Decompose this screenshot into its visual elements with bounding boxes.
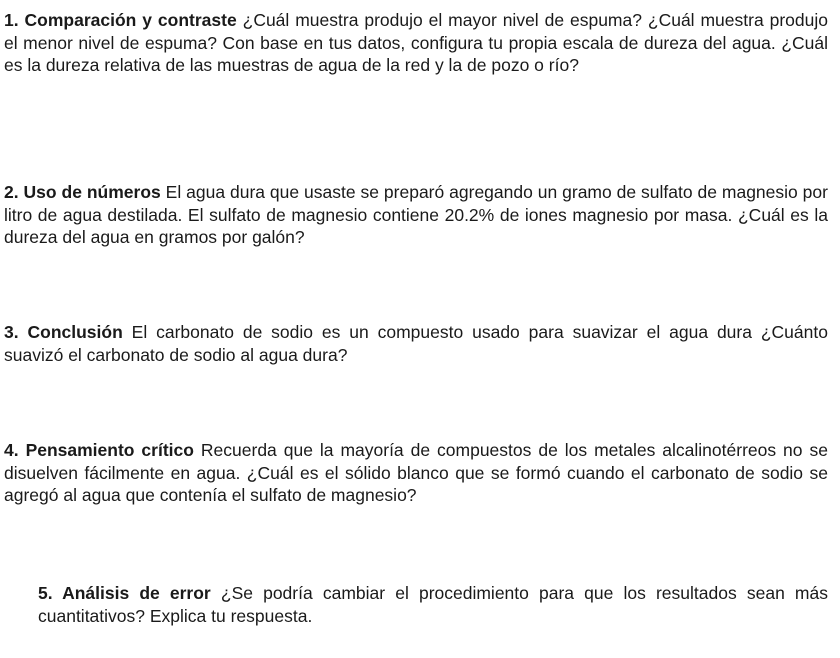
question-5-number: 5.: [38, 583, 53, 603]
question-4-text: Recuerda que la mayoría de compuestos de los metales alcalinotérreos no se disuelven fácilmente en agua. ¿Cuál es el sólido blanco que se formó cuando el carbonato de sodio se agregó al agua que contenía el sulfato de magnesio?: [4, 440, 828, 505]
question-3-text: El carbonato de sodio es un compuesto usado para suavizar el agua dura ¿Cuánto suavizó el carbonato de sodio al agua dura?: [4, 322, 828, 365]
question-3-number: 3.: [4, 322, 19, 342]
question-4-number: 4.: [4, 440, 19, 460]
question-4-title: Pensamiento crítico: [25, 440, 194, 460]
question-3-title: Conclusión: [27, 322, 123, 342]
question-1: [4, 9, 828, 77]
question-5-title: Análisis de error: [62, 583, 211, 603]
question-3: [4, 321, 828, 366]
question-2-number: 2.: [4, 182, 19, 202]
question-2-title: Uso de números: [23, 182, 161, 202]
question-1-text: ¿Cuál muestra produjo el mayor nivel de espuma? ¿Cuál muestra produjo el menor nivel de espuma? Con base en tus datos, configura tu propia escala de dureza del agua. ¿Cuál es la dureza relativa de las muestras de agua de la red y la de pozo o río?: [4, 10, 828, 75]
question-1-title: Comparación y contraste: [24, 10, 237, 30]
question-2: [4, 181, 828, 249]
question-4: [4, 439, 828, 507]
question-2-text: El agua dura que usaste se preparó agregando un gramo de sulfato de magnesio por litro de agua destilada. El sulfato de magnesio contiene 20.2% de iones magnesio por masa. ¿Cuál es la dureza del agua en gramos por galón?: [4, 182, 828, 247]
question-1-number: 1.: [4, 10, 19, 30]
question-5: [38, 582, 828, 627]
question-5-text: ¿Se podría cambiar el procedimiento para que los resultados sean más cuantitativos? Explica tu respuesta.: [38, 583, 828, 626]
